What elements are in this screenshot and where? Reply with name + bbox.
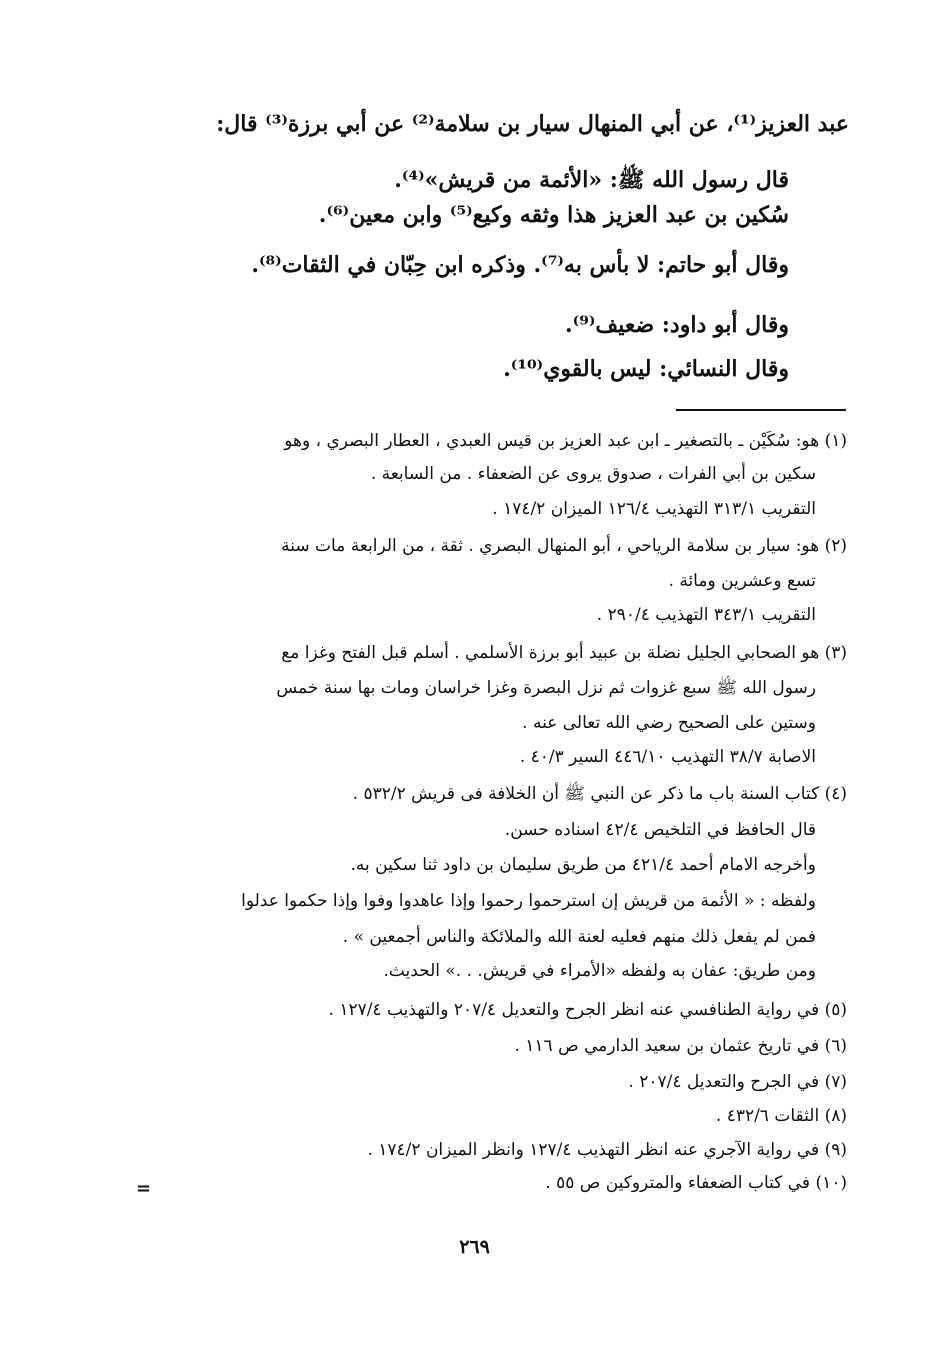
main-line-2: قال رسول الله ﷺ: «الأئمة من قريش»⁽⁴⁾. [394, 167, 789, 193]
footnote-5: (٥) في رواية الطنافسي عنه انظر الجرح والتعديل ٢٠٧/٤ والتهذيب ١٢٧/٤ . [328, 1000, 847, 1020]
footnote-2-line-3: التقريب ٣٤٣/١ التهذيب ٢٩٠/٤ . [596, 605, 816, 625]
footnote-3-line-4: الاصابة ٣٨/٧ التهذيب ٤٤٦/١٠ السير ٤٠/٣ . [519, 747, 816, 767]
main-line-6: وقال النسائي: ليس بالقوي⁽¹⁰⁾. [503, 356, 789, 382]
main-line-1: عبد العزيز⁽¹⁾، عن أبي المنهال سيار بن سلامة⁽²⁾ عن أبي برزة⁽³⁾ قال: [216, 111, 849, 137]
footnote-4-line-3: وأخرجه الامام أحمد ٤٢١/٤ من طريق سليمان بن داود ثنا سكين به. [350, 855, 816, 875]
margin-mark: = [136, 1178, 152, 1199]
footnote-1-line-3: التقريب ٣١٣/١ التهذيب ١٢٦/٤ الميزان ١٧٤/٢ . [492, 499, 816, 519]
footnote-4-line-2: قال الحافظ في التلخيص ٤٢/٤ اسناده حسن. [504, 820, 816, 840]
main-line-4: وقال أبو حاتم: لا بأس به⁽⁷⁾. وذكره ابن حِبّان في الثقات⁽⁸⁾. [251, 252, 789, 278]
footnote-9: (٩) في رواية الآجري عنه انظر التهذيب ١٢٧/٤ وانظر الميزان ١٧٤/٢ . [367, 1140, 847, 1160]
main-line-5: وقال أبو داود: ضعيف⁽⁹⁾. [565, 312, 789, 338]
page-number: ٢٦٩ [459, 1236, 490, 1258]
footnote-2-line-2: تسع وعشرين ومائة . [668, 571, 816, 591]
footnote-3-line-1: (٣) هو الصحابي الجليل نضلة بن عبيد أبو برزة الأسلمي . أسلم قبل الفتح وغزا مع [281, 643, 847, 663]
footnote-4-line-4: ولفظه : « الأئمة من قريش إن استرحموا رحموا وإذا عاهدوا وفوا وإذا حكموا عدلوا [241, 891, 816, 911]
footnote-4-line-6: ومن طريق: عفان به ولفظه «الأمراء في قريش. . .» الحديث. [383, 961, 816, 981]
footnote-4-line-1: (٤) كتاب السنة باب ما ذكر عن النبي ﷺ أن الخلافة فى قريش ٥٣٢/٢ . [352, 784, 847, 804]
footnote-10: (١٠) في كتاب الضعفاء والمتروكين ص ٥٥ . [545, 1173, 847, 1193]
main-line-3: سُكين بن عبد العزيز هذا وثقه وكيع⁽⁵⁾ وابن معين⁽⁶⁾. [318, 202, 789, 228]
footnote-8: (٨) الثقات ٤٣٢/٦ . [715, 1106, 847, 1126]
footnote-3-line-3: وستين على الصحيح رضي الله تعالى عنه . [522, 713, 816, 733]
footnote-1-line-2: سكين بن أبي الفرات ، صدوق يروى عن الضعفاء . من السابعة . [370, 464, 816, 484]
footnote-1-line-1: (١) هو: سُكَيْن ـ بالتصغير ـ ابن عبد العزيز بن قيس العبدي ، العطار البصري ، وهو [284, 431, 847, 451]
footnote-2-line-1: (٢) هو: سيار بن سلامة الرياحي ، أبو المنهال البصري . ثقة ، من الرابعة مات سنة [281, 536, 847, 556]
footnote-separator [676, 409, 846, 411]
footnote-3-line-2: رسول الله ﷺ سبع غزوات ثم نزل البصرة وغزا خراسان ومات بها سنة خمس [276, 678, 816, 698]
footnote-4-line-5: فمن لم يفعل ذلك منهم فعليه لعنة الله والملائكة والناس أجمعين » . [342, 927, 816, 947]
footnote-7: (٧) في الجرح والتعديل ٢٠٧/٤ . [628, 1072, 847, 1092]
footnote-6: (٦) في تاريخ عثمان بن سعيد الدارمي ص ١١٦ . [514, 1036, 847, 1056]
